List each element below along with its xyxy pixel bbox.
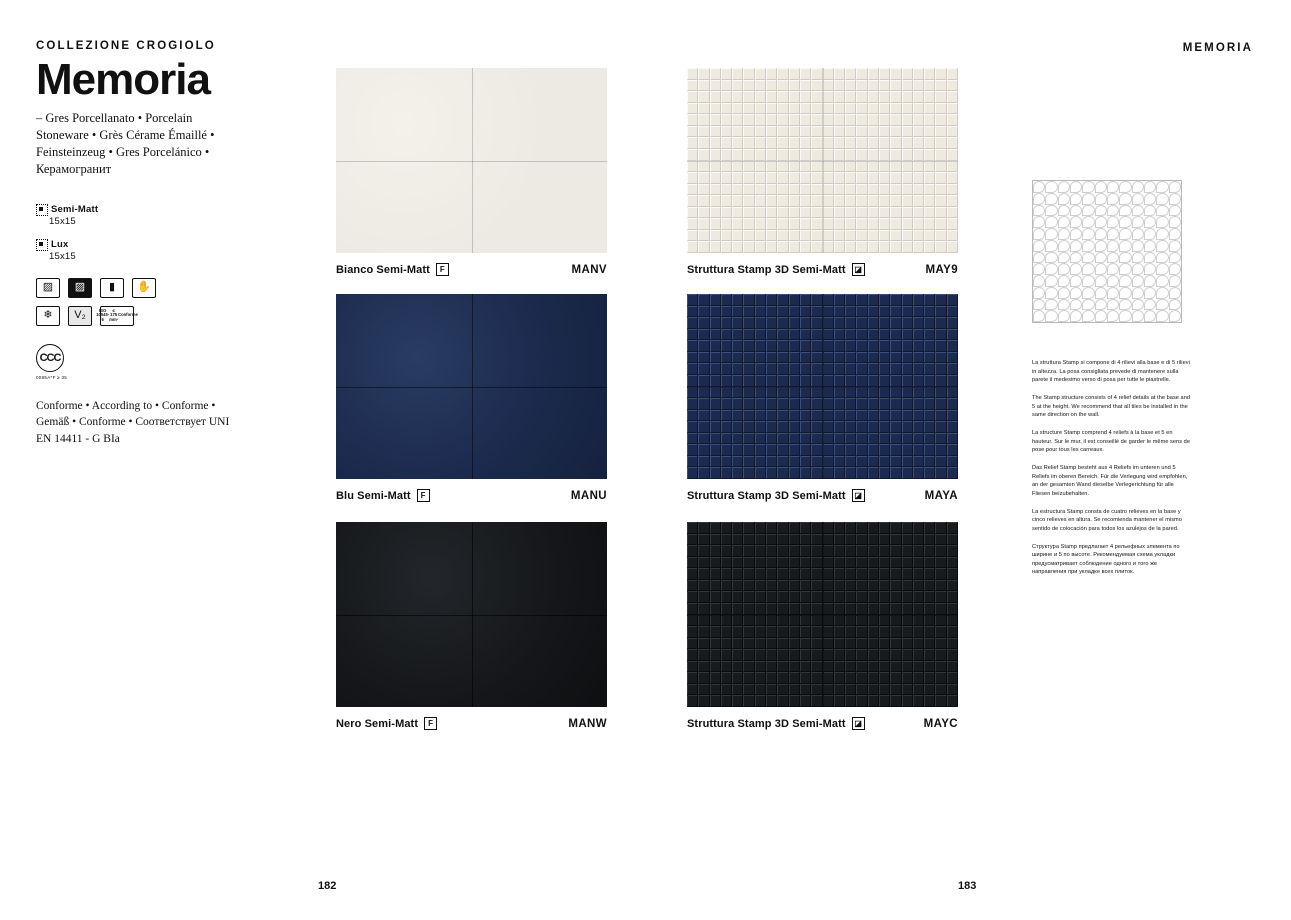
finish-item-lux	[36, 239, 306, 250]
product-image-bianco[interactable]	[336, 68, 607, 253]
product-name: Struttura Stamp 3D Semi-Matt	[687, 717, 846, 730]
product-card-stamp-blue[interactable]	[687, 294, 958, 502]
product-badge: F	[417, 489, 430, 502]
product-badge: ◪	[852, 489, 865, 502]
note-fr: La structure Stamp comprend 4 reliefs à la base et 5 en hauteur. Sur le mur, il est conseillé de garder le même sens de pose pour tous les carreaux.	[1032, 429, 1190, 454]
ccc-icon: CCC	[36, 344, 64, 372]
finish-size: 15x15	[49, 215, 76, 227]
finish-item-semi-matt	[36, 204, 306, 215]
product-badge: F	[436, 263, 449, 276]
product-caption	[336, 263, 607, 276]
tile-wall-dark-icon	[68, 278, 92, 298]
pictogram-row-1	[36, 278, 306, 298]
iso-line-2: ≤ 175 mm³	[109, 308, 119, 322]
product-card-stamp-cream[interactable]	[687, 68, 958, 276]
tile-hand-icon	[132, 278, 156, 298]
finish-list	[36, 204, 306, 262]
series-info-column	[36, 40, 306, 448]
product-caption	[687, 717, 958, 730]
square-dot-icon	[36, 204, 46, 214]
product-code: MANW	[568, 717, 607, 730]
collection-label: COLLEZIONE CROGIOLO	[36, 40, 216, 52]
note-ru: Структура Stamp предлагает 4 рельефных элемента по ширине и 5 по высоте. Рекомендуемая схема укладки предусматривает соблюдение одного и того же направления при укладке всех плиток.	[1032, 543, 1180, 576]
product-badge: ◪	[852, 263, 865, 276]
product-image-stamp-blue[interactable]	[687, 294, 958, 479]
page-title: Memoria	[36, 55, 210, 104]
pattern-diagram	[1032, 180, 1182, 323]
iso-line-1: ISO 10545-6	[96, 308, 110, 322]
pattern-cells	[1033, 181, 1181, 322]
product-card-nero[interactable]	[336, 522, 607, 730]
finish-size: 15x15	[49, 250, 76, 262]
product-caption	[687, 489, 958, 502]
icon-glyph: V₂	[74, 309, 86, 321]
certification-mark	[36, 344, 306, 380]
iso-line-3: Conforme	[118, 312, 138, 318]
tile-single-icon	[100, 278, 124, 298]
product-name: Struttura Stamp 3D Semi-Matt	[687, 489, 846, 502]
product-caption	[687, 263, 958, 276]
icon-glyph: ❄	[43, 309, 53, 321]
finish-name: Semi-Matt	[51, 203, 99, 215]
product-card-bianco[interactable]	[336, 68, 607, 276]
certification-code: 0085A*F ≥ 35	[36, 374, 68, 380]
icon-glyph: ▨	[42, 281, 54, 293]
product-badge: F	[424, 717, 437, 730]
frost-resistant-icon	[36, 306, 60, 326]
note-en: The Stamp structure consists of 4 relief details at the base and 5 at the height. We recommend that all tiles be installed in the same direction on the wall.	[1032, 394, 1191, 419]
product-code: MAYC	[923, 717, 958, 730]
pattern-info-column	[1032, 180, 1222, 586]
page-number-right: 183	[958, 880, 977, 892]
finish-name: Lux	[51, 238, 69, 250]
product-caption	[336, 489, 607, 502]
product-code: MANU	[570, 489, 607, 502]
product-name: Blu Semi-Matt	[336, 489, 411, 502]
product-code: MAYA	[924, 489, 958, 502]
square-dot-icon	[36, 239, 46, 249]
installation-notes	[1032, 359, 1192, 577]
product-image-stamp-black[interactable]	[687, 522, 958, 707]
running-head: MEMORIA	[1182, 42, 1253, 54]
product-code: MAY9	[925, 263, 958, 276]
icon-glyph: ▨	[74, 281, 86, 293]
product-card-blu[interactable]	[336, 294, 607, 502]
product-caption	[336, 717, 607, 730]
pictogram-row-2	[36, 306, 306, 326]
note-es: La estructura Stamp consta de cuatro relieves en la base y cinco relieves en altura. Se recomienda mantener el mismo sentido de colocación para todos los azulejos de la pared.	[1032, 508, 1182, 532]
materials-description: – Gres Porcellanato • Porcelain Stoneware • Grès Cérame Émaillé • Feinsteinzeug • Gres Porcelánico • Керамогранит	[36, 111, 215, 176]
product-card-stamp-black[interactable]	[687, 522, 958, 730]
tile-wall-icon	[36, 278, 60, 298]
product-badge: ◪	[852, 717, 865, 730]
product-image-stamp-cream[interactable]	[687, 68, 958, 253]
product-name: Struttura Stamp 3D Semi-Matt	[687, 263, 846, 276]
note-de: Das Relief Stamp besteht aus 4 Reliefs im unteren und 5 Reliefs im oberen Bereich. Für die Verlegung wird empfohlen, an der gesamten Wand dieselbe Verlegerichtung für alle Fliesen beizubehalten.	[1032, 464, 1188, 497]
iso-conforme-icon	[96, 306, 138, 326]
conformity-text: Conforme • According to • Conforme • Gemäß • Conforme • Соответствует UNI EN 14411 - G BIa	[36, 399, 230, 445]
pictogram-grid	[36, 278, 306, 326]
product-image-blu[interactable]	[336, 294, 607, 479]
icon-glyph: ▮	[108, 281, 116, 293]
product-code: MANV	[571, 263, 607, 276]
note-it: La struttura Stamp si compone di 4 rilievi alla base e di 5 rilievi in altezza. La posa consigliata prevede di mantenere sulla parete il medesimo verso di posa per tutte le piastrelle.	[1032, 360, 1190, 384]
product-image-nero[interactable]	[336, 522, 607, 707]
slip-rating-icon	[68, 306, 92, 326]
page-number-left: 182	[318, 880, 337, 892]
product-name: Bianco Semi-Matt	[336, 263, 430, 276]
product-name: Nero Semi-Matt	[336, 717, 419, 730]
icon-glyph: ✋	[137, 281, 151, 293]
